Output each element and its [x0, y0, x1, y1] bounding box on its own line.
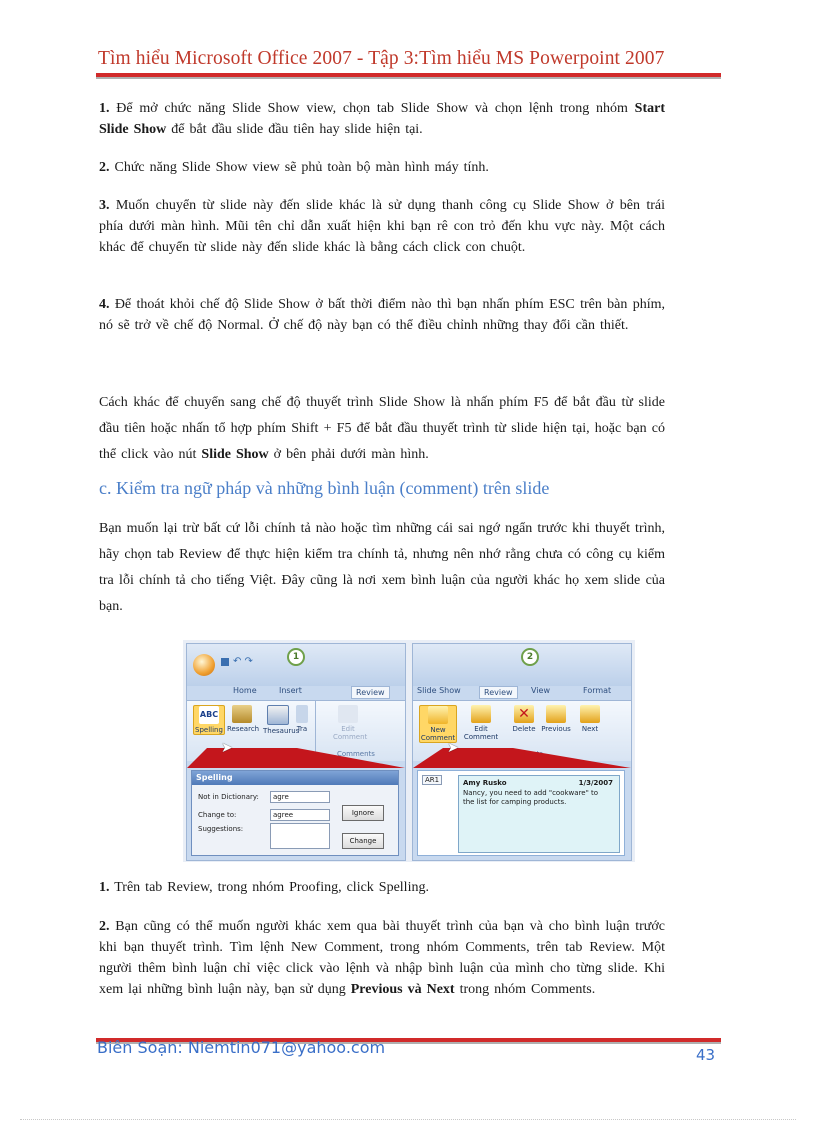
research-tool	[227, 705, 260, 733]
step-text: trong nhóm Comments.	[454, 982, 596, 997]
running-header-title: Tìm hiểu Microsoft Office 2007 - Tập 3:Tìm hiểu MS Powerpoint 2007	[98, 48, 665, 69]
comment-date: 1/3/2007	[578, 779, 613, 787]
footer-author: Biên Soạn: Niemtin071@yahoo.com	[97, 1038, 386, 1057]
section-intro-paragraph: Bạn muốn lại trừ bất cứ lỗi chính tả nào hoặc tìm những cái sai ngớ ngẩn trước khi thuyết trình, hãy chọn tab Review để thực hiện kiểm tra chính tả, nhưng nên nhớ rằng chưa có công cụ kiểm tra lỗi chính tả cho tiếng Việt. Đây cũng là nơi xem bình luận của người khác họ xem slide của bạn.	[99, 521, 665, 614]
step-badge-icon: 1	[287, 648, 305, 666]
tool-label: Thesaurus	[263, 727, 300, 735]
alt-bold-term: Slide Show	[201, 447, 269, 462]
delete-icon: ✕	[514, 705, 534, 723]
next-comment-tool	[575, 705, 605, 733]
new-comment-icon	[428, 706, 448, 724]
not-in-dictionary-field: agre	[270, 791, 330, 803]
step-3-paragraph	[99, 195, 665, 258]
edit-comment-icon	[471, 705, 491, 723]
step-badge-icon: 2	[521, 648, 539, 666]
callout-wedge	[187, 748, 405, 768]
comment-box	[458, 775, 620, 853]
edit-comment-tool	[333, 705, 368, 741]
spelling-dialog	[191, 770, 399, 856]
tool-label: New Comment	[420, 726, 456, 742]
step-text: Muốn chuyển từ slide này đến slide khác là sử dụng thanh công cụ Slide Show ở bên trái phía dưới màn hình. Mũi tên chỉ dẫn xuất hiện khi bạn rê con trỏ đến khu vực này. Một cách khác để chuyển từ slide này đến slide khác là bằng cách click con chuột.	[99, 198, 665, 255]
step-bold-term: Start Slide Show	[99, 101, 665, 137]
alt-text: ở bên phải dưới màn hình.	[268, 447, 429, 462]
edit-comment-icon	[338, 705, 358, 723]
comment-marker: AR1	[422, 775, 442, 785]
previous-comment-tool	[541, 705, 571, 733]
comment-text: Nancy, you need to add "cookware" to the list for camping products.	[463, 789, 599, 806]
suggestions-list	[270, 823, 330, 849]
step-text: Để mở chức năng Slide Show view, chọn tab Slide Show và chọn lệnh trong nhóm	[109, 101, 635, 116]
comments-panel	[412, 643, 632, 861]
review-step-1-paragraph	[99, 877, 665, 898]
step-text: Chức năng Slide Show view sẽ phủ toàn bộ màn hình máy tính.	[109, 160, 489, 175]
delete-comment-tool	[509, 705, 539, 733]
translate-tool	[295, 705, 309, 733]
tab-review: Review	[351, 686, 390, 699]
change-button: Change	[342, 833, 384, 849]
tool-label: Previous	[541, 725, 571, 733]
header-rule	[96, 73, 721, 77]
thesaurus-book-icon	[267, 705, 289, 725]
ribbon-tab-row	[413, 684, 631, 700]
alt-text: Cách khác để chuyển sang chế độ thuyết trình Slide Show là nhấn phím F5 để bắt đầu từ slide đầu tiên hoặc nhấn tổ hợp phím Shift + F5 để bắt đầu thuyết trình từ slide hiện tại, hoặc bạn có thể click vào nút	[99, 395, 665, 462]
review-tab-illustration	[183, 640, 635, 862]
research-book-icon	[232, 705, 252, 723]
comment-area	[417, 770, 625, 856]
translate-icon	[296, 705, 308, 723]
step-text: để bắt đầu slide đầu tiên hay slide hiện tại.	[166, 122, 423, 137]
tab-insert: Insert	[279, 686, 302, 695]
review-step-2-paragraph	[99, 916, 665, 1000]
previous-icon	[546, 705, 566, 723]
not-in-dictionary-label: Not in Dictionary:	[198, 793, 259, 801]
step-1-paragraph	[99, 98, 665, 140]
tool-label: Delete	[512, 725, 536, 733]
next-icon	[580, 705, 600, 723]
step-number: 3.	[99, 198, 110, 213]
callout-wedge	[413, 748, 631, 768]
tool-label: Tra	[296, 725, 308, 733]
step-bold-term: Previous và Next	[350, 982, 455, 997]
ribbon-titlebar	[413, 644, 631, 686]
step-number: 2.	[99, 919, 110, 934]
mouse-pointer-icon: ➤	[221, 741, 233, 756]
step-number: 2.	[99, 160, 110, 175]
change-to-field: agree	[270, 809, 330, 821]
save-icon	[221, 658, 229, 666]
abc-check-icon: ABC	[199, 706, 219, 724]
step-number: 1.	[99, 101, 110, 116]
spelling-tool	[193, 705, 225, 735]
edit-comment-tool	[463, 705, 499, 741]
ignore-button: Ignore	[342, 805, 384, 821]
step-number: 1.	[99, 880, 110, 895]
new-comment-tool	[419, 705, 457, 743]
tool-label: Edit Comment	[463, 725, 499, 741]
tool-label: Comment	[333, 733, 368, 741]
step-text: Bạn cũng có thể muốn người khác xem qua bài thuyết trình của bạn và cho bình luận trước khi bạn thuyết trình. Tìm lệnh New Comment, trong nhóm Comments, trên tab Review. Một người thêm bình luận chỉ việc click vào lệnh và nhập bình luận của mình cho từng slide. Khi xem lại những bình luận này, bạn sử dụng	[99, 919, 665, 997]
ribbon-tab-row	[187, 684, 405, 700]
comments-group-label: Comments	[337, 750, 375, 758]
tab-view: View	[531, 686, 550, 695]
step-2-paragraph	[99, 157, 665, 178]
tool-label: Research	[227, 725, 260, 733]
undo-icon: ↶ ↷	[233, 656, 253, 667]
mouse-pointer-icon: ➤	[447, 741, 459, 756]
change-to-label: Change to:	[198, 811, 237, 819]
dialog-title: Spelling	[192, 771, 398, 785]
office-button-icon	[193, 654, 215, 676]
page-number: 43	[696, 1046, 716, 1064]
tool-label: Edit	[341, 725, 355, 733]
step-text: Để thoát khỏi chế độ Slide Show ở bất thời điểm nào thì bạn nhấn phím ESC trên bàn phím, nó sẽ trở về chế độ Normal. Ở chế độ này bạn có thể điều chỉnh những thay đổi cần thiết.	[99, 297, 665, 333]
tab-review: Review	[479, 686, 518, 699]
page-bottom-border	[20, 1119, 796, 1121]
tab-format: Format	[583, 686, 612, 695]
step-text: Trên tab Review, trong nhóm Proofing, click Spelling.	[109, 880, 429, 895]
step-4-paragraph	[99, 294, 665, 336]
thesaurus-tool	[263, 705, 300, 735]
section-heading: c. Kiểm tra ngữ pháp và những bình luận (comment) trên slide	[99, 478, 550, 498]
tool-label: Next	[581, 725, 599, 733]
spelling-panel	[186, 643, 406, 861]
alt-method-paragraph	[99, 390, 665, 468]
comment-author: Amy Rusko	[463, 779, 507, 787]
tab-home: Home	[233, 686, 257, 695]
step-number: 4.	[99, 297, 110, 312]
tab-slide-show: Slide Show	[417, 686, 461, 695]
suggestions-label: Suggestions:	[198, 825, 244, 833]
tool-label: Spelling	[195, 726, 223, 734]
